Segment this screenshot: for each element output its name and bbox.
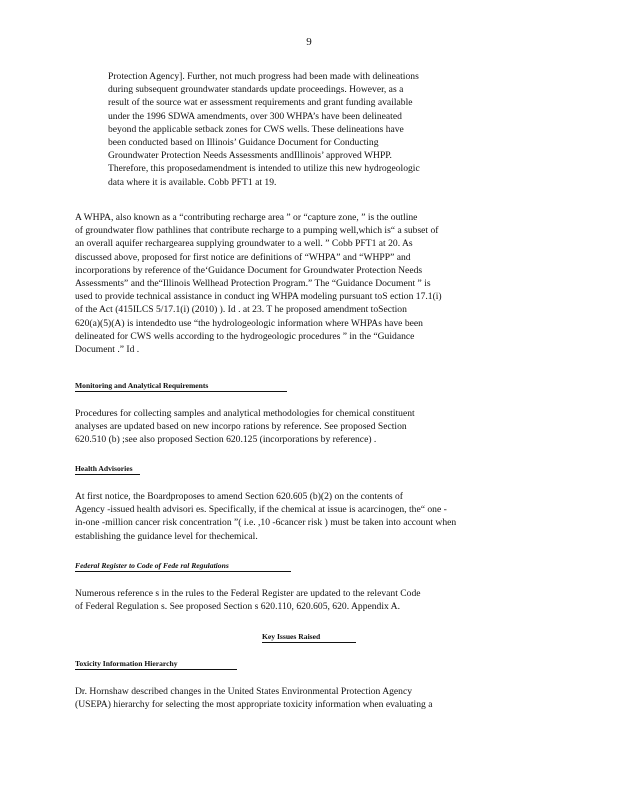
paragraph-toxicity [75, 685, 537, 711]
text-line: Numerous reference s in the rules to the Federal Register are updated to the relevant Code [75, 588, 421, 599]
text-line: 620.510 (b) ;see also proposed Section 620.125 (incorporations by reference) . [75, 434, 377, 446]
text-line: of the Act (415ILCS 5/17.1(i) (2010) ). Id . at 23. T he proposed amendment toSection [75, 304, 407, 316]
section-heading-health-advisories: Health Advisories [75, 464, 140, 475]
text-line: establishing the guidance level for thechemical. [75, 530, 258, 542]
page-number: 9 [306, 36, 312, 48]
text-line: an overall aquifer rechargearea supplying groundwater to a well. ” Cobb PFT1 at 20. As [75, 238, 413, 250]
paragraph-federal-register [75, 587, 537, 613]
text-line: used to provide technical assistance in conduct ing WHPA modeling pursuant toS ection 17.1(i) [75, 291, 442, 303]
text-line: in-one -million cancer risk concentration ”( i.e. ,10 -6cancer risk ) must be taken into account when [75, 517, 457, 529]
text-line: discussed above, proposed for first notice are definitions of “WHPA” and “WHPP” and [75, 251, 411, 263]
section-heading-key-issues: Key Issues Raised [262, 632, 356, 643]
text-line: 620(a)(5)(A) is intendedto use “the hydrologeologic information where WHPAs have been [75, 317, 423, 329]
text-line: data where it is available. Cobb PFT1 at 19. [108, 176, 277, 188]
text-line: At first notice, the Boardproposes to amend Section 620.605 (b)(2) on the contents of [75, 491, 403, 502]
text-line: incorporations by reference of the‘Guidance Document for Groundwater Protection Needs [75, 264, 423, 276]
text-line: delineated for CWS wells according to the hydrogeologic procedures ” in the “Guidance [75, 330, 415, 342]
section-heading-federal-register: Federal Register to Code of Fede ral Regulations [75, 561, 291, 572]
text-line: of groundwater flow pathlines that contribute recharge to a pumping well,which is“ a subset of [75, 225, 439, 237]
text-line: Procedures for collecting samples and analytical methodologies for chemical constituent [75, 408, 415, 419]
section-heading-toxicity: Toxicity Information Hierarchy [75, 659, 237, 670]
text-line: Agency -issued health advisori es. Specifically, if the chemical at issue is acarcinogen, the“ one - [75, 504, 447, 516]
text-line: Dr. Hornshaw described changes in the United States Environmental Protection Agency [75, 686, 413, 697]
text-line: Groundwater Protection Needs Assessments andIllinois’ approved WHPP. [108, 150, 392, 162]
paragraph-whpa-definition [75, 211, 537, 356]
text-line: of Federal Regulation s. See proposed Section s 620.110, 620.605, 620. Appendix A. [75, 601, 400, 613]
text-line: Assessments” and the“Illinois Wellhead Protection Program.” The “Guidance Document ” is [75, 278, 431, 290]
text-line: analyses are updated based on new incorpo rations by reference. See proposed Section [75, 421, 407, 433]
text-line: Therefore, this proposedamendment is intended to utilize this new hydrogeologic [108, 163, 420, 175]
text-line: during subsequent groundwater standards update proceedings. However, as a [108, 84, 404, 96]
text-line: Protection Agency]. Further, not much progress had been made with delineations [108, 71, 419, 82]
text-line: (USEPA) hierarchy for selecting the most appropriate toxicity information when evaluating a [75, 699, 433, 711]
text-line: A WHPA, also known as a “contributing recharge area ” or “capture zone, ” is the outline [75, 212, 418, 223]
text-line: beyond the applicable setback zones for CWS wells. These delineations have [108, 123, 404, 135]
text-line: been conducted based on Illinois’ Guidance Document for Conducting [108, 137, 379, 149]
section-heading-monitoring: Monitoring and Analytical Requirements [75, 381, 287, 392]
paragraph-whpa-history [108, 70, 488, 189]
text-line: under the 1996 SDWA amendments, over 300 WHPA’s have been delineated [108, 110, 402, 122]
paragraph-health-advisories [75, 490, 537, 543]
text-line: result of the source wat er assessment requirements and grant funding available [108, 97, 413, 109]
paragraph-monitoring [75, 407, 537, 447]
text-line: Document .” Id . [75, 344, 140, 356]
